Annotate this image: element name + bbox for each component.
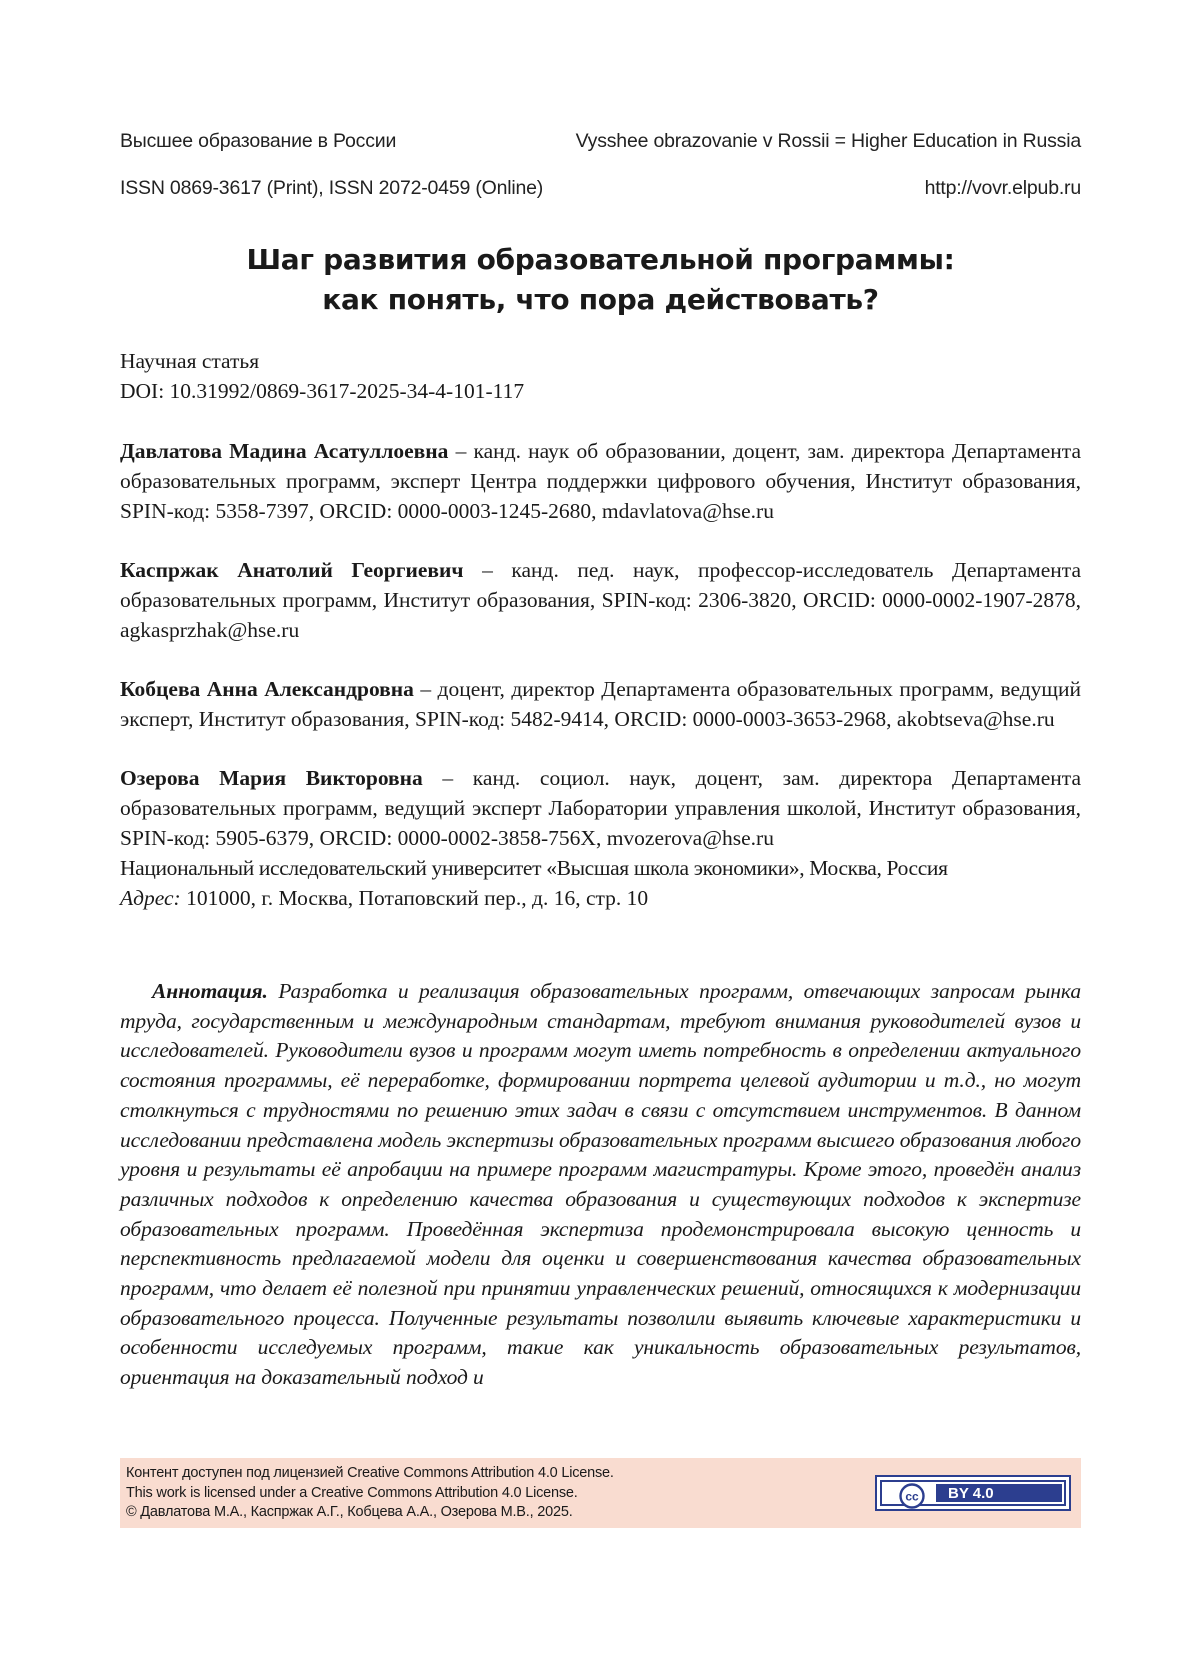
- title-line-2: как понять, что пора действовать?: [322, 283, 879, 316]
- author-entry: [120, 763, 1081, 853]
- article-type: Научная статья: [120, 349, 260, 373]
- copyright-line: © Давлатова М.А., Каспржак А.Г., Кобцева А.А., Озерова М.В., 2025.: [126, 1504, 573, 1520]
- author-entry: [120, 436, 1081, 526]
- doi[interactable]: DOI: 10.31992/0869-3617-2025-34-4-101-117: [120, 379, 525, 403]
- issn: ISSN 0869-3617 (Print), ISSN 2072-0459 (Online): [120, 177, 544, 199]
- journal-name-en: Vysshee obrazovanie v Rossii = Higher Education in Russia: [575, 130, 1081, 152]
- author-name: Кобцева Анна Александровна: [120, 677, 414, 701]
- author-details: – канд. пед. наук, профессор-исследователь Департамента образовательных программ, Институт образования, SPIN-код: 2306-3820, ORCID: 0000-0002-1907-2878, agkasprzhak@hse.ru: [120, 558, 1081, 642]
- license-box: [120, 1458, 1081, 1528]
- author-name: Озерова Мария Викторовна: [120, 766, 423, 790]
- cc-logo-text: cc: [905, 1489, 919, 1504]
- address-label: Адрес:: [120, 886, 181, 910]
- article-meta: [120, 346, 524, 406]
- university: Национальный исследовательский университет «Высшая школа экономики», Москва, Россия: [120, 856, 948, 880]
- title-line-1: Шаг развития образовательной программы:: [246, 243, 955, 276]
- license-line-en: This work is licensed under a Creative Commons Attribution 4.0 License.: [126, 1484, 578, 1501]
- author-entry: [120, 555, 1081, 645]
- address-text: 101000, г. Москва, Потаповский пер., д. 16, стр. 10: [180, 886, 649, 910]
- cc-by-label: BY 4.0: [936, 1484, 1062, 1502]
- article-title: [120, 240, 1081, 320]
- author-details: – доцент, директор Департамента образовательных программ, ведущий эксперт, Институт образования, SPIN-код: 5482-9414, ORCID: 0000-0003-3653-2968, akobtseva@hse.ru: [120, 677, 1081, 731]
- author-details: – канд. наук об образовании, доцент, зам. директора Департамента образовательных программ, эксперт Центра поддержки цифрового обучения, Институт образования, SPIN-код: 5358-7397, ORCID: 0000-0003-1245-2680, mdavlatova@hse.ru: [120, 439, 1081, 523]
- authors-block: [120, 436, 1081, 913]
- author-details: – канд. социол. наук, доцент, зам. директора Департамента образовательных программ, ведущий эксперт Лаборатории управления школой, Институт образования, SPIN-код: 5905-6379, ORCID: 0000-0002-3858-756X, mvozerova@hse.ru: [120, 766, 1081, 850]
- journal-name-ru: Высшее образование в России: [120, 130, 397, 152]
- header-row-journal: [120, 130, 1081, 153]
- abstract: [120, 977, 1081, 1393]
- license-text: [126, 1464, 614, 1523]
- header-row-issn: [120, 177, 1081, 200]
- cc-badge-frame: [880, 1480, 1066, 1506]
- abstract-label: Аннотация.: [152, 979, 268, 1003]
- journal-url[interactable]: http://vovr.elpub.ru: [924, 177, 1081, 199]
- author-name: Давлатова Мадина Асатуллоевна: [120, 439, 449, 463]
- affiliation: [120, 853, 1081, 913]
- cc-by-badge[interactable]: [875, 1475, 1071, 1511]
- address: [120, 883, 1081, 913]
- author-name: Каспржак Анатолий Георгиевич: [120, 558, 464, 582]
- creative-commons-icon: [894, 1483, 930, 1509]
- author-entry: [120, 674, 1081, 734]
- license-line-ru: Контент доступен под лицензией Creative Commons Attribution 4.0 License.: [126, 1465, 614, 1481]
- abstract-text: Разработка и реализация образовательных программ, отвечающих запросам рынка труда, государственным и международным стандартам, требуют внимания руководителей вузов и исследователей. Руководители вузов и программ могут иметь потребность в определении актуального состояния программы, её переработке, формировании портрета целевой аудитории и т.д., но могут столкнуться с трудностями по решению этих задач в связи с отсутствием инструментов. В данном исследовании представлена модель экспертизы образовательных программ высшего образования любого уровня и результаты её апробации на примере программ магистратуры. Кроме этого, проведён анализ различных подходов к определению качества образования и существующих подходов к экспертизе образовательных программ. Проведённая экспертиза продемонстрировала высокую ценность и перспективность предлагаемой модели для оценки и совершенствования качества образовательных программ, что делает её полезной при принятии управленческих решений, относящихся к модернизации образовательного процесса. Полученные результаты позволили выявить ключевые характеристики и особенности исследуемых программ, такие как уникальность образовательных результатов, ориентация на доказательный подход и: [120, 979, 1081, 1390]
